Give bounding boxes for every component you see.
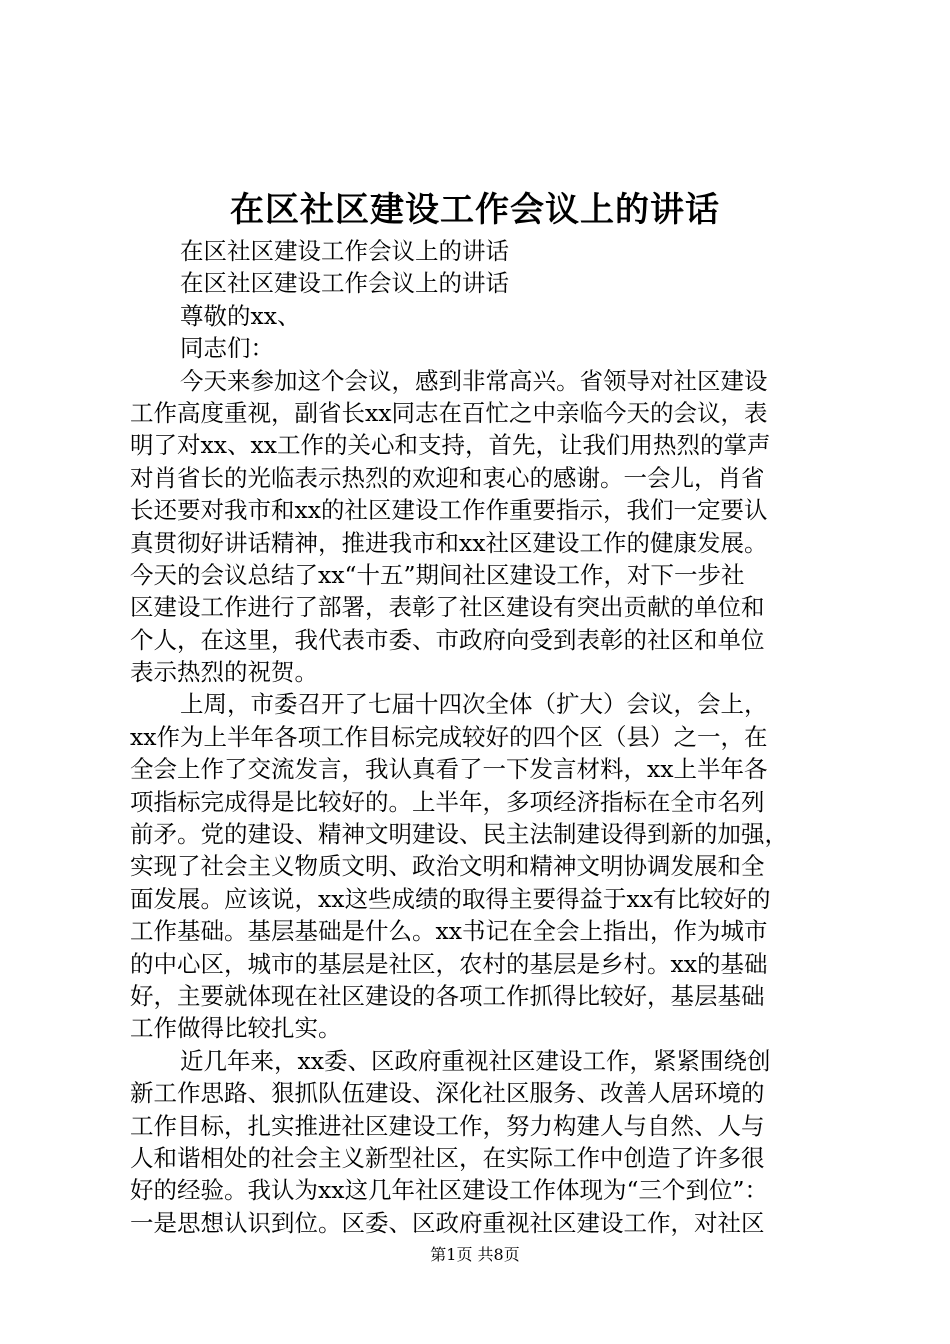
- body-line: xx作为上半年各项工作目标完成较好的四个区（县）之一，在: [130, 722, 768, 751]
- body-line: 表示热烈的祝贺。: [130, 658, 318, 687]
- body-line: 前矛。党的建设、精神文明建设、民主法制建设得到新的加强，: [130, 820, 788, 849]
- body-line: 工作做得比较扎实。: [130, 1014, 342, 1043]
- body-line: 真贯彻好讲话精神，推进我市和xx社区建设工作的健康发展。: [130, 528, 768, 557]
- body-line: 面发展。应该说，xx这些成绩的取得主要得益于xx有比较好的: [130, 884, 771, 913]
- body-line: 好，主要就体现在社区建设的各项工作抓得比较好，基层基础: [130, 981, 765, 1010]
- document-title: 在区社区建设工作会议上的讲话: [230, 190, 720, 230]
- body-line: 工作基础。基层基础是什么。xx书记在全会上指出，作为城市: [130, 917, 768, 946]
- body-line: 尊敬的xx、: [180, 301, 301, 330]
- page-number-footer: 第1页 共8页: [430, 1245, 520, 1264]
- body-line: 个人，在这里，我代表市委、市政府向受到表彰的社区和单位: [130, 625, 765, 654]
- body-line: 在区社区建设工作会议上的讲话: [180, 269, 509, 298]
- body-line: 对肖省长的光临表示热烈的欢迎和衷心的感谢。一会儿，肖省: [130, 463, 765, 492]
- body-line: 好的经验。我认为xx这几年社区建设工作体现为“三个到位”：: [130, 1176, 769, 1205]
- body-line: 今天的会议总结了xx“十五”期间社区建设工作，对下一步社: [130, 560, 745, 589]
- body-line: 工作高度重视，副省长xx同志在百忙之中亲临今天的会议，表: [130, 398, 768, 427]
- body-line: 今天来参加这个会议，感到非常高兴。省领导对社区建设: [180, 366, 768, 395]
- body-line: 人和谐相处的社会主义新型社区，在实际工作中创造了许多很: [130, 1143, 765, 1172]
- body-line: 明了对xx、xx工作的关心和支持，首先，让我们用热烈的掌声: [130, 431, 771, 460]
- body-line: 工作目标，扎实推进社区建设工作，努力构建人与自然、人与: [130, 1111, 765, 1140]
- body-line: 新工作思路、狠抓队伍建设、深化社区服务、改善人居环境的: [130, 1079, 765, 1108]
- body-line: 上周，市委召开了七届十四次全体（扩大）会议，会上，: [180, 690, 768, 719]
- body-line: 区建设工作进行了部署，表彰了社区建设有突出贡献的单位和: [130, 593, 765, 622]
- body-line: 长还要对我市和xx的社区建设工作作重要指示，我们一定要认: [130, 496, 768, 525]
- body-line: 近几年来，xx委、区政府重视社区建设工作，紧紧围绕创: [180, 1046, 771, 1075]
- body-line: 同志们：: [180, 334, 274, 363]
- body-line: 的中心区，城市的基层是社区，农村的基层是乡村。xx的基础: [130, 949, 768, 978]
- body-line: 项指标完成得是比较好的。上半年，多项经济指标在全市名列: [130, 787, 765, 816]
- body-line: 实现了社会主义物质文明、政治文明和精神文明协调发展和全: [130, 852, 765, 881]
- body-line: 全会上作了交流发言，我认真看了一下发言材料，xx上半年各: [130, 755, 768, 784]
- document-body: [130, 235, 830, 1239]
- body-line: 一是思想认识到位。区委、区政府重视社区建设工作，对社区: [130, 1208, 765, 1237]
- body-line: 在区社区建设工作会议上的讲话: [180, 237, 509, 265]
